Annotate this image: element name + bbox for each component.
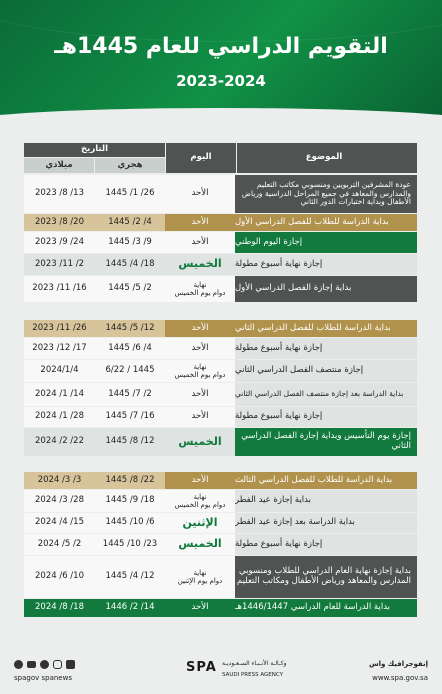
- day-cell: [165, 556, 235, 598]
- table-row: [24, 534, 417, 555]
- table-row: [24, 232, 417, 253]
- snapchat-icon[interactable]: [14, 660, 23, 669]
- section-term-3: [24, 472, 417, 622]
- table-row: [24, 214, 417, 231]
- hijri-date: 1445 /2 /4: [95, 214, 165, 231]
- gregorian-date: 2024/1/4: [24, 360, 95, 382]
- social-handles: spagov spanews: [14, 674, 72, 682]
- gregorian-date: 2023 /8 /13: [24, 175, 95, 213]
- table-row: [24, 175, 417, 213]
- table-row: [24, 338, 417, 359]
- topic-cell: بداية إجازة عيد الفطر: [235, 490, 417, 512]
- topic-header: الموضوع: [237, 143, 417, 173]
- gregorian-date: 2024 /4 /15: [24, 513, 95, 533]
- topic-cell: إجازة يوم التأسيس وبداية إجازة الفصل الدراسي الثاني: [235, 428, 417, 456]
- topic-cell: بداية إجازة نهاية العام الدراسي للطلاب ومنسوبي المدارس والمعاهد ورياض الأطفال ومكاتب التعليم: [235, 556, 417, 598]
- day-cell: [165, 360, 235, 382]
- day-cell: الأحد: [165, 214, 235, 231]
- hijri-date: 1445 /1 /26: [95, 175, 165, 213]
- gregorian-date: 2024 /8 /18: [24, 599, 95, 617]
- gregorian-date: 2024 /1 /28: [24, 407, 95, 427]
- day-cell: الأحد: [165, 338, 235, 359]
- table-row: [24, 599, 417, 617]
- topic-cell: إجازة نهاية أسبوع مطولة: [235, 534, 417, 555]
- gregorian-date: 2024 /3 /3: [24, 472, 95, 489]
- table-row: [24, 383, 417, 406]
- gregorian-date: 2023 /12 /17: [24, 338, 95, 359]
- day-cell: الإثنين: [165, 513, 235, 533]
- table-row: [24, 472, 417, 489]
- day-cell: الأحد: [165, 599, 235, 617]
- topic-cell: بداية الدراسة للطلاب للفصل الدراسي الثاني: [235, 320, 417, 337]
- gregorian-date: 2024 /6 /10: [24, 556, 95, 598]
- gregorian-date: 2023 /9 /24: [24, 232, 95, 253]
- topic-cell: إجازة منتصف الفصل الدراسي الثاني: [235, 360, 417, 382]
- topic-cell: بداية الدراسة بعد إجازة عيد الفطر: [235, 513, 417, 533]
- section-term-1: [24, 175, 417, 305]
- table-row: [24, 407, 417, 427]
- hijri-date: 1445 /10 /6: [95, 513, 165, 533]
- day-note-top: نهاية: [193, 362, 207, 371]
- hijri-date: 1445 /5 /2: [95, 276, 165, 302]
- table-row: [24, 556, 417, 598]
- day-note-bottom: دوام يوم الخميس: [174, 289, 226, 297]
- topic-cell: إجازة نهاية أسبوع مطولة: [235, 338, 417, 359]
- facebook-icon[interactable]: [66, 660, 75, 669]
- section-term-2: [24, 320, 417, 460]
- hijri-date: 1445 /5 /12: [95, 320, 165, 337]
- topic-cell: إجازة اليوم الوطني: [235, 232, 417, 253]
- gregorian-date: 2023 /11 /2: [24, 254, 95, 275]
- gregorian-date: 2023 /11 /26: [24, 320, 95, 337]
- footer: [0, 650, 442, 694]
- day-cell: الأحد: [165, 407, 235, 427]
- gregorian-date: 2024 /2 /22: [24, 428, 95, 456]
- social-icons: [14, 660, 75, 669]
- table-row: [24, 276, 417, 302]
- gregorian-header: ميلادي: [24, 158, 94, 173]
- hijri-header: هجري: [95, 158, 165, 173]
- day-note-top: نهاية: [193, 280, 207, 289]
- day-note-bottom: دوام يوم الخميس: [174, 371, 226, 379]
- day-cell: الأحد: [165, 472, 235, 489]
- spa-logo: SPA: [186, 660, 217, 675]
- day-cell: الأحد: [165, 175, 235, 213]
- topic-cell: بداية الدراسة للعام الدراسي 1446/1447هـ: [235, 599, 417, 617]
- hijri-date: 1445 /7 /16: [95, 407, 165, 427]
- date-header-group: [24, 143, 165, 173]
- gregorian-date: 2024 /1 /14: [24, 383, 95, 406]
- hijri-date: 1445 /8 /22: [95, 472, 165, 489]
- hijri-date: 1445 /3 /9: [95, 232, 165, 253]
- day-cell: الخميس: [165, 254, 235, 275]
- topic-cell: إجازة نهاية أسبوع مطولة: [235, 407, 417, 427]
- table-row: [24, 490, 417, 512]
- header-banner: [0, 0, 442, 118]
- hijri-date: 1445 /4 /18: [95, 254, 165, 275]
- page-title: التقويم الدراسي للعام 1445هـ: [54, 34, 388, 59]
- topic-cell: عودة المشرفين التربويين ومنسوبي مكاتب التعليم والمدارس والمعاهد في جميع المراحل الدراسية ورياض الأطفال وبداية اختبارات الدور الثاني: [235, 175, 417, 213]
- topic-cell: بداية الدراسة للطلاب للفصل الدراسي الثالث: [235, 472, 417, 489]
- page-subtitle: 2023-2024: [176, 72, 266, 90]
- hijri-date: 1445 /6 /4: [95, 338, 165, 359]
- date-header: التاريخ: [24, 143, 165, 157]
- topic-cell: بداية الدراسة بعد إجازة منتصف الفصل الدراسي الثاني: [235, 383, 417, 406]
- day-note-bottom: دوام يوم الخميس: [174, 501, 226, 509]
- youtube-icon[interactable]: [27, 661, 36, 668]
- infographic-label: إنفوجرافيك واس: [368, 660, 428, 668]
- table-row: [24, 254, 417, 275]
- table-row: [24, 513, 417, 533]
- day-note-top: نهاية: [193, 492, 207, 501]
- day-cell: [165, 490, 235, 512]
- day-header: اليوم: [166, 143, 236, 173]
- instagram-icon[interactable]: [53, 660, 62, 669]
- agency-name-ar: وكـالـة الأنـبـاء السـعـوديـة: [222, 660, 287, 667]
- hijri-date: 1446 /2 /14: [95, 599, 165, 617]
- day-cell: الأحد: [165, 232, 235, 253]
- hijri-date: 1445 /8 /12: [95, 428, 165, 456]
- hijri-date: 1445 /4 /12: [95, 556, 165, 598]
- table-row: [24, 360, 417, 382]
- topic-cell: بداية إجازة الفصل الدراسي الأول: [235, 276, 417, 302]
- website-link[interactable]: www.spa.gov.sa: [372, 674, 428, 682]
- hijri-date: 1445 /10 /23: [95, 534, 165, 555]
- day-cell: [165, 276, 235, 302]
- day-cell: الخميس: [165, 428, 235, 456]
- day-note-bottom: دوام يوم الإثنين: [177, 577, 223, 585]
- header-curve: [0, 108, 442, 138]
- day-cell: الأحد: [165, 383, 235, 406]
- day-note-top: نهاية: [193, 568, 207, 577]
- agency-name-en: SAUDI PRESS AGENCY: [222, 672, 283, 678]
- gregorian-date: 2024 /5 /2: [24, 534, 95, 555]
- twitter-icon[interactable]: [40, 660, 49, 669]
- table-row: [24, 428, 417, 456]
- gregorian-date: 2023 /8 /20: [24, 214, 95, 231]
- hijri-date: 6/22 / 1445: [95, 360, 165, 382]
- topic-cell: بداية الدراسة للطلاب للفصل الدراسي الأول: [235, 214, 417, 231]
- hijri-date: 1445 /7 /2: [95, 383, 165, 406]
- topic-cell: إجازة نهاية أسبوع مطولة: [235, 254, 417, 275]
- day-cell: الخميس: [165, 534, 235, 555]
- day-cell: الأحد: [165, 320, 235, 337]
- table-row: [24, 320, 417, 337]
- gregorian-date: 2023 /11 /16: [24, 276, 95, 302]
- table-header: [24, 143, 417, 173]
- gregorian-date: 2024 /3 /28: [24, 490, 95, 512]
- hijri-date: 1445 /9 /18: [95, 490, 165, 512]
